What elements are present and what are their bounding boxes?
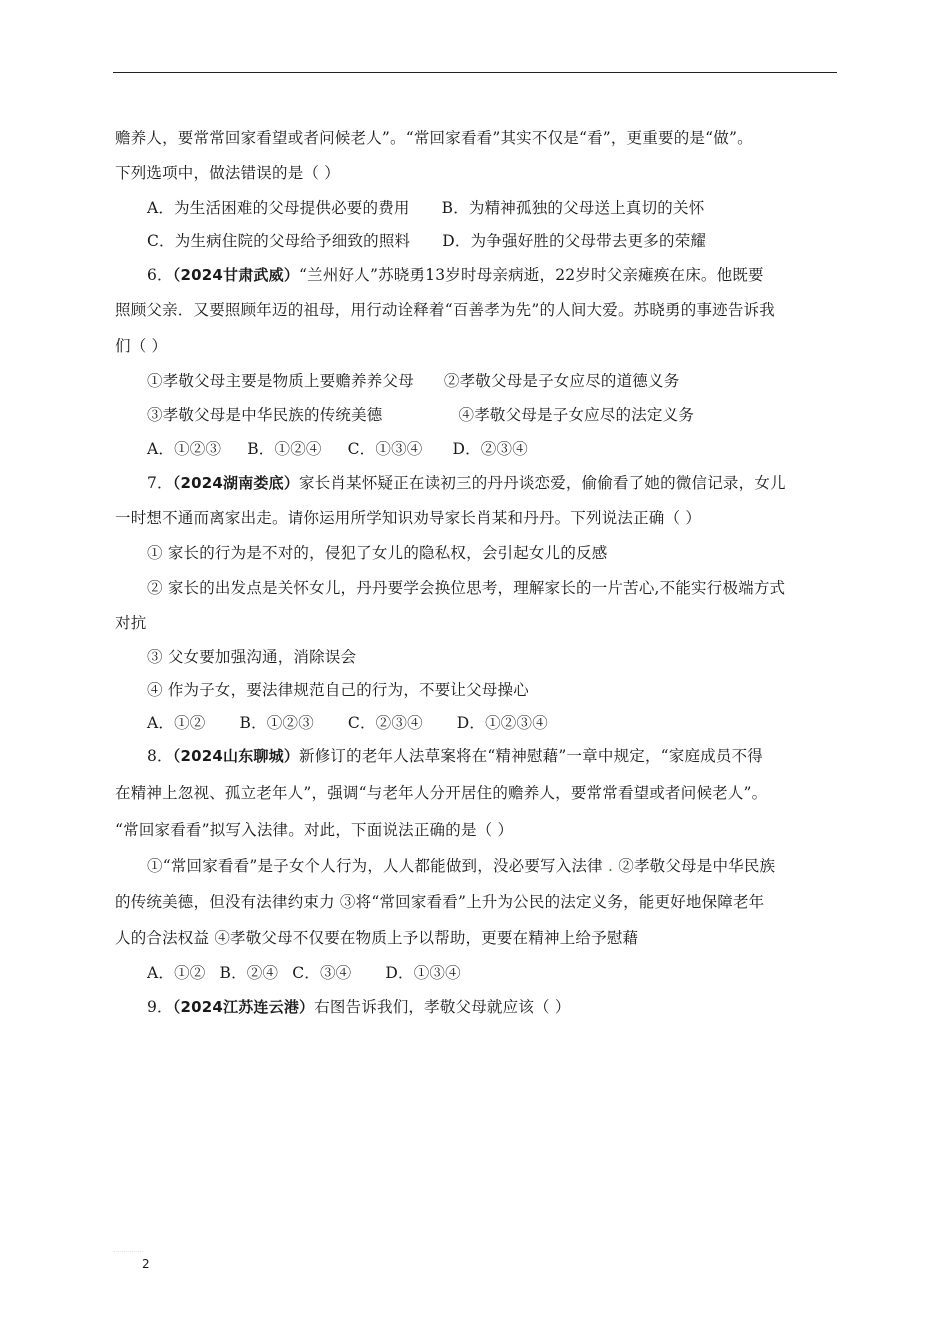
q6-option-d: D．②③④ (452, 440, 528, 458)
q7-stem-line2: 一时想不通而离家出走。请你运用所学知识劝导家长肖某和丹丹。下列说法正确（ ） (115, 509, 702, 527)
q8-stem-line3: “常回家看看”拟写入法律。对此，下面说法正确的是（ ） (115, 821, 514, 839)
q8-stem-line2: 在精神上忽视、孤立老年人”，强调“与老年人分开居住的赡养人，要常常看望或者问候老人”。 (115, 784, 768, 802)
q6-statement-3: ③孝敬父母是中华民族的传统美德 (147, 406, 383, 424)
header-rule (113, 72, 837, 73)
q8-option-a: A．①② (147, 964, 206, 982)
q9-source: （2024江苏连云港） (172, 998, 315, 1016)
q6-options (147, 439, 528, 459)
q8-stem-line1 (147, 746, 763, 766)
q7-number: 7． (147, 474, 173, 492)
q5-option-c: C．为生病住院的父母给予细致的照料 (147, 232, 411, 250)
q8-source: （2024山东聊城） (172, 747, 300, 765)
q8-number: 8． (147, 747, 173, 765)
q7-stem-text: 家长肖某怀疑正在读初三的丹丹谈恋爱，偷偷看了她的微信记录，女儿 (299, 474, 786, 492)
q5-option-d: D．为争强好胜的父母带去更多的荣耀 (442, 232, 707, 250)
q6-statement-2: ②孝敬父母是子女应尽的道德义务 (443, 372, 680, 390)
q7-statement-4: ④ 作为子女，要法律规范自己的行为，不要让父母操心 (147, 681, 529, 699)
q7-source: （2024湖南娄底） (172, 474, 300, 492)
q7-statement-2-cont: 对抗 (115, 614, 147, 632)
q8-statement-2-start: ②孝敬父母是中华民族 (618, 857, 776, 875)
q8-options (147, 963, 461, 983)
q8-option-c: C．③④ (292, 964, 352, 982)
q6-option-b: B．①②④ (247, 440, 322, 458)
q5-stem-line2: 下列选项中，做法错误的是（ ） (115, 164, 340, 182)
footer-dots (113, 1251, 143, 1252)
q7-options (147, 713, 548, 733)
q7-option-c: C．②③④ (347, 714, 423, 732)
q6-stem-line2: 照顾父亲．又要照顾年迈的祖母，用行动诠释着“百善孝为先”的人间大爱。苏晓勇的事迹告诉我 (115, 301, 775, 319)
q5-stem-line1: 赡养人，要常常回家看望或者问候老人”。“常回家看看”其实不仅是“看”，更重要的是“做”。 (115, 129, 753, 147)
q6-statement-1: ①孝敬父母主要是物质上要赡养养父母 (147, 372, 414, 390)
q8-option-d: D．①③④ (385, 964, 461, 982)
q6-option-c: C．①③④ (347, 440, 423, 458)
q8-statements-line2: 的传统美德，但没有法律约束力 ③将“常回家看看”上升为公民的法定义务，能更好地保障老年 (115, 893, 765, 911)
q7-option-d: D．①②③④ (456, 714, 548, 732)
q8-statements-line3: 人的合法权益 ④孝敬父母不仅要在物质上予以帮助，更要在精神上给予慰藉 (115, 929, 639, 947)
q7-statement-3: ③ 父女要加强沟通，消除误会 (147, 648, 357, 666)
q6-statements-row2 (147, 405, 694, 425)
q8-option-b: B．②④ (219, 964, 279, 982)
q9-stem-text: 右图告诉我们，孝敬父母就应该（ ） (314, 998, 571, 1016)
q6-statements-row1 (147, 371, 679, 391)
q7-statement-1: ① 家长的行为是不对的，侵犯了女儿的隐私权，会引起女儿的反感 (147, 544, 608, 562)
page-number: 2 (142, 1257, 150, 1271)
q6-source: （2024甘肃武威） (172, 266, 300, 284)
q6-stem-text: “兰州好人”苏晓勇13岁时母亲病逝，22岁时父亲瘫痪在床。他既要 (299, 266, 764, 284)
q8-statement-1: ①“常回家看看”是子女个人行为，人人都能做到，没必要写入法律 (147, 857, 603, 875)
q6-statement-4: ④孝敬父母是子女应尽的法定义务 (458, 406, 695, 424)
q5-options-row1 (147, 198, 704, 218)
q6-stem-line1 (147, 265, 764, 285)
q7-option-a: A．①② (147, 714, 206, 732)
q8-statements-line1 (147, 856, 775, 876)
q6-option-a: A．①②③ (147, 440, 222, 458)
q8-mark: . (602, 857, 619, 875)
q7-stem-line1 (147, 473, 786, 493)
q6-stem-line3: 们（ ） (115, 337, 168, 355)
q8-stem-text: 新修订的老年人法草案将在“精神慰藉”一章中规定，“家庭成员不得 (299, 747, 763, 765)
q6-number: 6． (147, 266, 173, 284)
q9-stem-line1 (147, 997, 571, 1017)
q7-statement-2: ② 家长的出发点是关怀女儿，丹丹要学会换位思考，理解家长的一片苦心,不能实行极端方式 (147, 579, 786, 597)
q9-number: 9． (147, 998, 173, 1016)
q5-option-a: A．为生活困难的父母提供必要的费用 (147, 199, 410, 217)
q7-option-b: B．①②③ (239, 714, 314, 732)
q5-options-row2 (147, 231, 706, 251)
q5-option-b: B．为精神孤独的父母送上真切的关怀 (441, 199, 705, 217)
